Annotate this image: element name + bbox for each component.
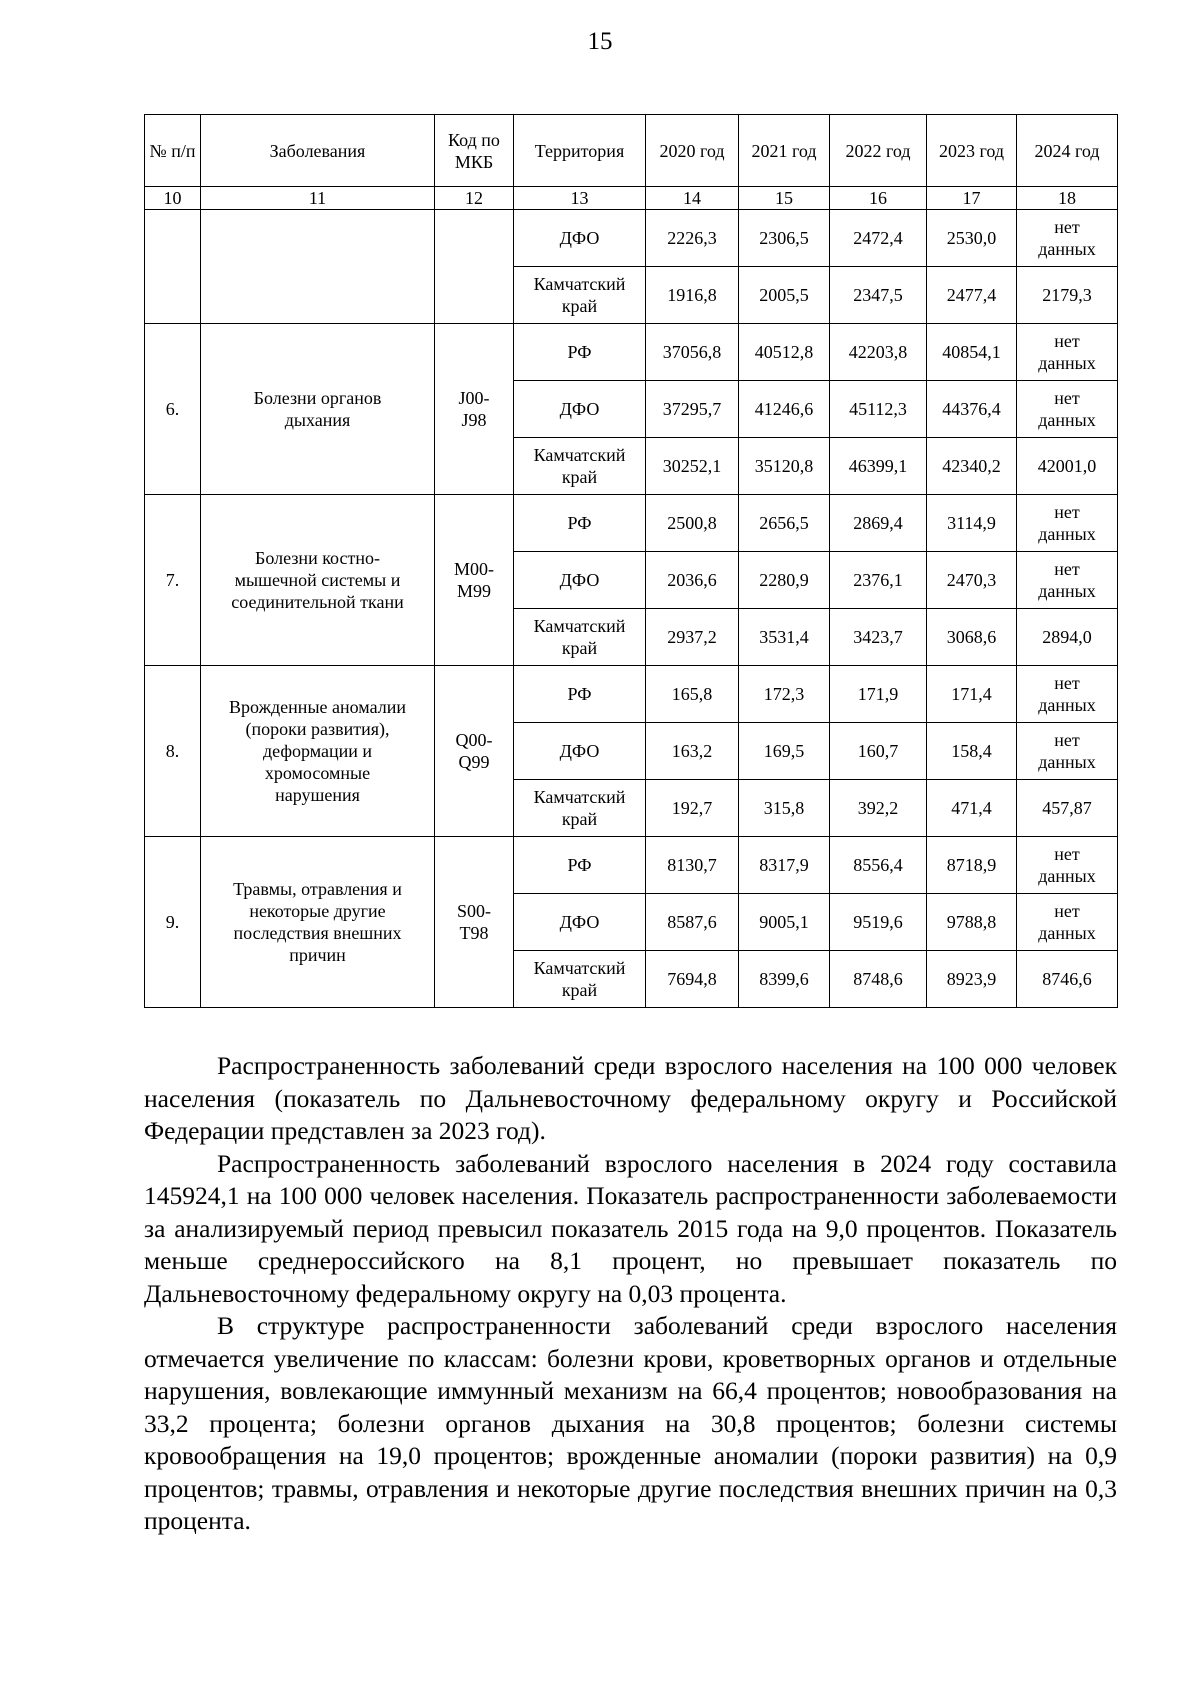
header-cell: Территория [514,115,646,187]
value-cell: 7694,8 [646,951,739,1008]
territory-cell: Камчатский край [514,609,646,666]
code-cell: S00- T98 [435,837,514,1008]
table-row [145,210,1118,267]
value-cell: 172,3 [739,666,830,723]
value-cell: 171,4 [927,666,1017,723]
territory-cell: Камчатский край [514,951,646,1008]
value-cell: 2656,5 [739,495,830,552]
disease-cell: Врожденные аномалии (пороки развития), деформации и хромосомные нарушения [201,666,435,837]
code-cell [435,210,514,324]
paragraph: Распространенность заболеваний взрослого населения в 2024 году составила 145924,1 на 100 000 человек населения. Показатель распространенности заболеваемости за анализируемый период превысил показатель 2015 года на 9,0 процентов. Показатель меньше среднероссийского на 8,1 процент, но превышает показатель по Дальневосточному федеральному округу на 0,03 процента. [144,1148,1117,1308]
header-cell: 2021 год [739,115,830,187]
body-text [144,1050,1117,1538]
territory-cell: РФ [514,837,646,894]
value-cell: 8587,6 [646,894,739,951]
column-number-cell: 11 [201,187,435,210]
value-cell: 2280,9 [739,552,830,609]
value-cell: 192,7 [646,780,739,837]
column-number-cell: 14 [646,187,739,210]
disease-cell: Болезни органов дыхания [201,324,435,495]
table-row [145,837,1118,894]
paragraph: В структуре распространенности заболеваний среди взрослого населения отмечается увеличение по классам: болезни крови, кроветворных органов и отдельные нарушения, вовлекающие иммунный механизм на 66,4 процентов; новообразования на 33,2 процента; болезни органов дыхания на 30,8 процентов; болезни системы кровообращения на 19,0 процентов; врожденные аномалии (пороки развития) на 0,9 процентов; травмы, отравления и некоторые другие последствия внешних причин на 0,3 процента. [144,1311,1117,1535]
value-cell: 2470,3 [927,552,1017,609]
column-number-cell: 16 [830,187,927,210]
value-cell: 171,9 [830,666,927,723]
value-cell: 158,4 [927,723,1017,780]
num-cell: 8. [145,666,201,837]
value-cell: 44376,4 [927,381,1017,438]
territory-cell: РФ [514,495,646,552]
column-number-cell: 17 [927,187,1017,210]
territory-cell: РФ [514,324,646,381]
territory-cell: ДФО [514,552,646,609]
column-number-cell: 10 [145,187,201,210]
code-cell: Q00- Q99 [435,666,514,837]
territory-cell: Камчатский край [514,267,646,324]
value-cell: нет данных [1017,381,1118,438]
table-row [145,324,1118,381]
num-cell: 6. [145,324,201,495]
value-cell: 169,5 [739,723,830,780]
value-cell: 392,2 [830,780,927,837]
value-cell: 42001,0 [1017,438,1118,495]
value-cell: 2500,8 [646,495,739,552]
value-cell: 9788,8 [927,894,1017,951]
value-cell: нет данных [1017,894,1118,951]
value-cell: 2226,3 [646,210,739,267]
value-cell: 8130,7 [646,837,739,894]
num-cell [145,210,201,324]
disease-cell: Болезни костно- мышечной системы и соединительной ткани [201,495,435,666]
territory-cell: Камчатский край [514,438,646,495]
table-row [145,495,1118,552]
column-number-cell: 15 [739,187,830,210]
value-cell: 8748,6 [830,951,927,1008]
value-cell: нет данных [1017,723,1118,780]
value-cell: 42340,2 [927,438,1017,495]
value-cell: 457,87 [1017,780,1118,837]
morbidity-table [144,114,1118,1008]
territory-cell: ДФО [514,381,646,438]
header-cell: 2024 год [1017,115,1118,187]
value-cell: 8399,6 [739,951,830,1008]
value-cell: 471,4 [927,780,1017,837]
value-cell: 40854,1 [927,324,1017,381]
paragraph: Распространенность заболеваний среди взрослого населения на 100 000 человек населения (показатель по Дальневосточному федеральному округу и Российской Федерации представлен за 2023 год). [144,1051,1117,1145]
value-cell: 2869,4 [830,495,927,552]
column-number-cell: 18 [1017,187,1118,210]
value-cell: 165,8 [646,666,739,723]
value-cell: 3114,9 [927,495,1017,552]
value-cell: 45112,3 [830,381,927,438]
header-cell: Код по МКБ [435,115,514,187]
value-cell: 2376,1 [830,552,927,609]
value-cell: нет данных [1017,495,1118,552]
disease-cell [201,210,435,324]
value-cell: 8746,6 [1017,951,1118,1008]
value-cell: 1916,8 [646,267,739,324]
value-cell: 160,7 [830,723,927,780]
value-cell: 30252,1 [646,438,739,495]
value-cell: 35120,8 [739,438,830,495]
value-cell: 2477,4 [927,267,1017,324]
value-cell: 9519,6 [830,894,927,951]
value-cell: 8556,4 [830,837,927,894]
value-cell: нет данных [1017,210,1118,267]
value-cell: нет данных [1017,552,1118,609]
value-cell: 2347,5 [830,267,927,324]
value-cell: 41246,6 [739,381,830,438]
value-cell: 8718,9 [927,837,1017,894]
value-cell: 163,2 [646,723,739,780]
value-cell: 9005,1 [739,894,830,951]
value-cell: 3068,6 [927,609,1017,666]
value-cell: нет данных [1017,837,1118,894]
num-cell: 9. [145,837,201,1008]
territory-cell: ДФО [514,894,646,951]
header-cell: 2023 год [927,115,1017,187]
territory-cell: РФ [514,666,646,723]
value-cell: 2306,5 [739,210,830,267]
territory-cell: Камчатский край [514,780,646,837]
header-cell: Заболевания [201,115,435,187]
value-cell: 8317,9 [739,837,830,894]
value-cell: 42203,8 [830,324,927,381]
value-cell: 37056,8 [646,324,739,381]
value-cell: 315,8 [739,780,830,837]
column-number-row [145,187,1118,210]
value-cell: 3531,4 [739,609,830,666]
value-cell: 37295,7 [646,381,739,438]
value-cell: 2894,0 [1017,609,1118,666]
num-cell: 7. [145,495,201,666]
value-cell: 8923,9 [927,951,1017,1008]
value-cell: 2036,6 [646,552,739,609]
table-header-row [145,115,1118,187]
value-cell: 40512,8 [739,324,830,381]
column-number-cell: 12 [435,187,514,210]
value-cell: 2472,4 [830,210,927,267]
value-cell: 46399,1 [830,438,927,495]
value-cell: нет данных [1017,324,1118,381]
column-number-cell: 13 [514,187,646,210]
header-cell: 2022 год [830,115,927,187]
code-cell: J00- J98 [435,324,514,495]
code-cell: M00- M99 [435,495,514,666]
table-row [145,666,1118,723]
value-cell: 2937,2 [646,609,739,666]
page-number: 15 [587,28,613,55]
header-cell: 2020 год [646,115,739,187]
value-cell: 2005,5 [739,267,830,324]
territory-cell: ДФО [514,210,646,267]
value-cell: нет данных [1017,666,1118,723]
value-cell: 2179,3 [1017,267,1118,324]
disease-cell: Травмы, отравления и некоторые другие последствия внешних причин [201,837,435,1008]
value-cell: 3423,7 [830,609,927,666]
territory-cell: ДФО [514,723,646,780]
value-cell: 2530,0 [927,210,1017,267]
header-cell: № п/п [145,115,201,187]
